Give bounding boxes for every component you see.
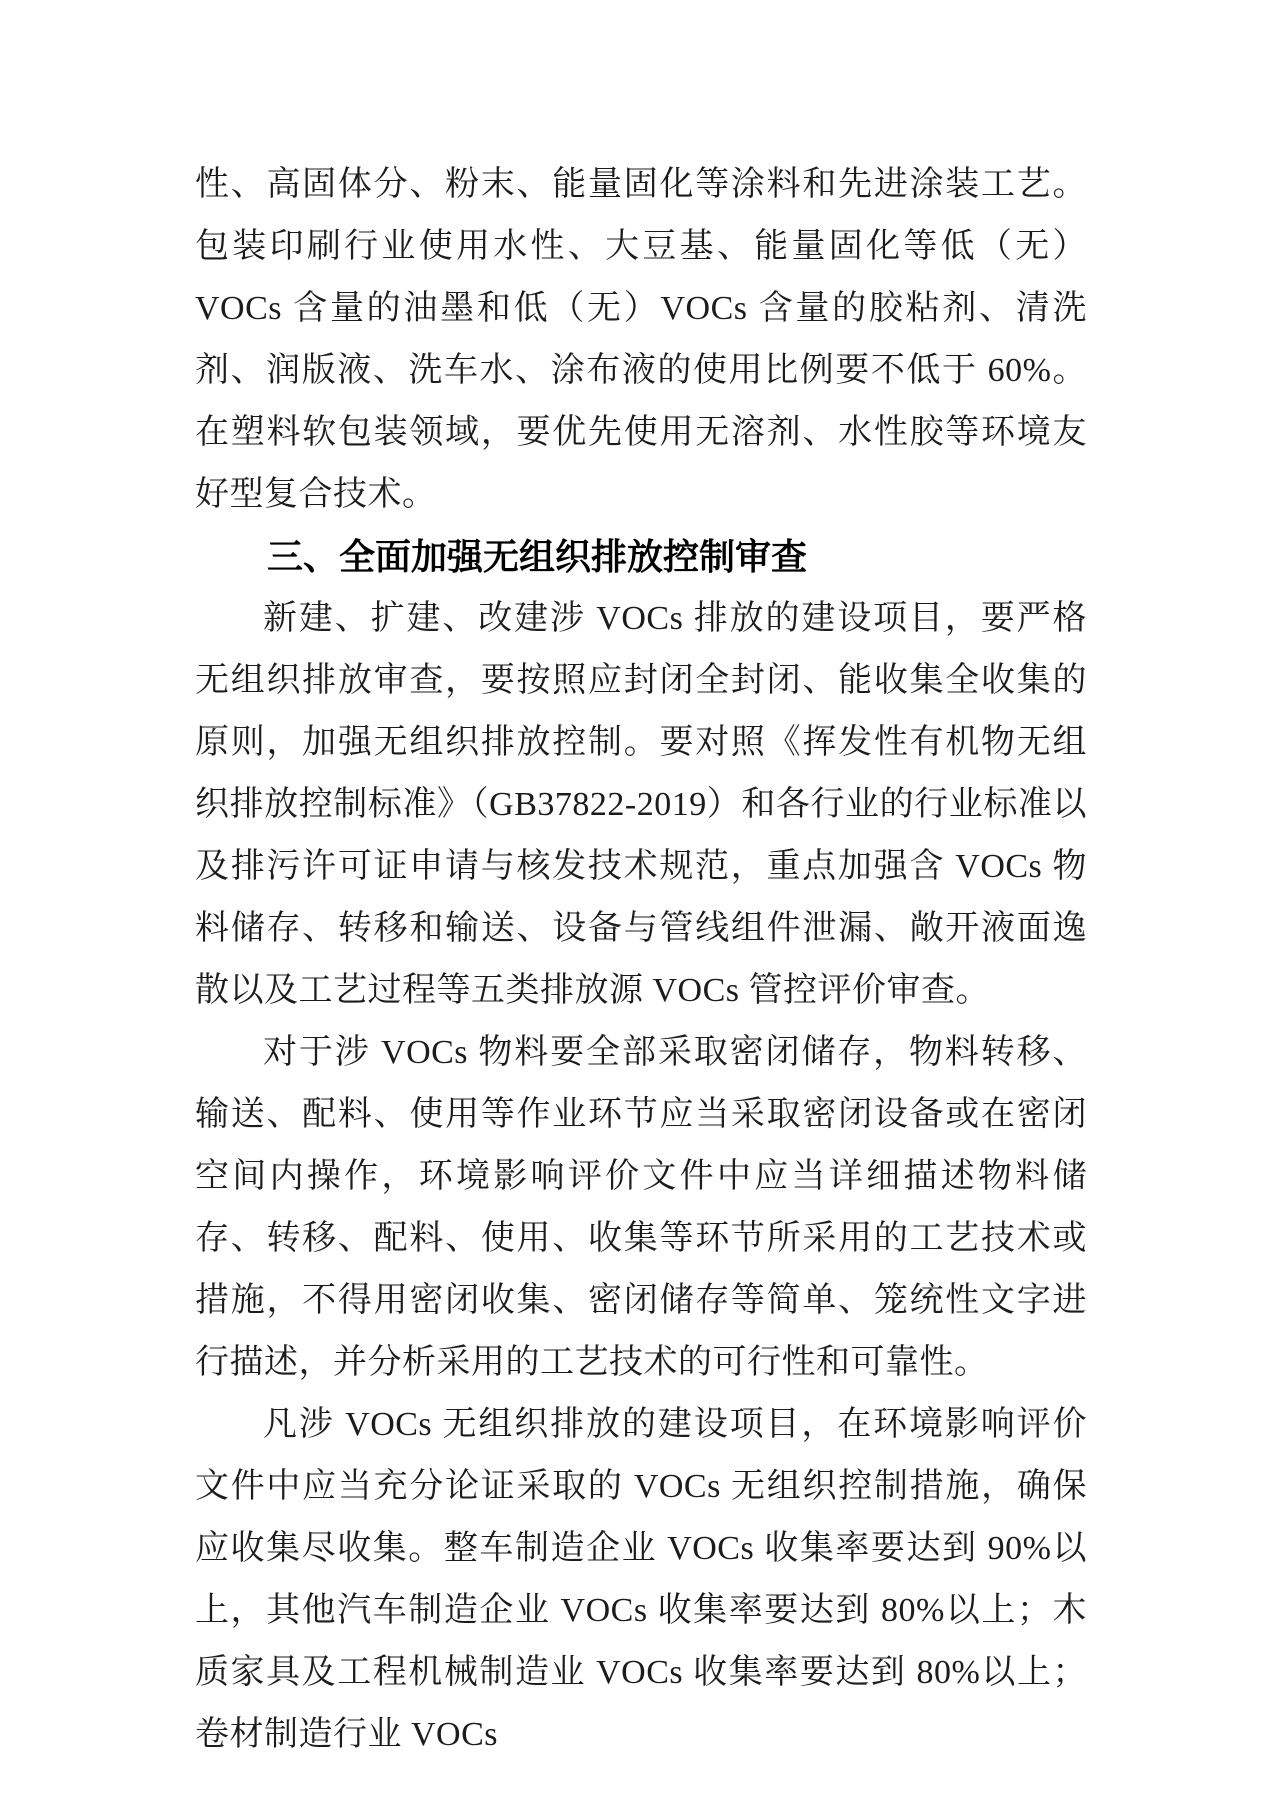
section-heading: 三、全面加强无组织排放控制审查: [267, 536, 808, 577]
paragraph-continuation: 性、高固体分、粉末、能量固化等涂料和先进涂装工艺。包装印刷行业使用水性、大豆基、能量固化等低（无）VOCs 含量的油墨和低（无）VOCs 含量的胶粘剂、清洗剂、润版液、洗车水、涂布液的使用比例要不低于 60%。在塑料软包装领域，要优先使用无溶剂、水性胶等环境友好型复合技术。: [195, 166, 1087, 513]
paragraph-3: 凡涉 VOCs 无组织排放的建设项目，在环境影响评价文件中应当充分论证采取的 VOCs 无组织控制措施，确保应收集尽收集。整车制造企业 VOCs 收集率要达到 90%以上，其他汽车制造企业 VOCs 收集率要达到 80%以上；木质家具及工程机械制造业 VOCs 收集率要达到 80%以上；卷材制造行业 VOCs: [195, 1406, 1087, 1753]
paragraph-1: 新建、扩建、改建涉 VOCs 排放的建设项目，要严格无组织排放审查，要按照应封闭全封闭、能收集全收集的原则，加强无组织排放控制。要对照《挥发性有机物无组织排放控制标准》（GB37822-2019）和各行业的行业标准以及排污许可证申请与核发技术规范，重点加强含 VOCs 物料储存、转移和输送、设备与管线组件泄漏、敞开液面逸散以及工艺过程等五类排放源 VOCs 管控评价审查。: [195, 600, 1087, 1009]
paragraph-2: 对于涉 VOCs 物料要全部采取密闭储存，物料转移、输送、配料、使用等作业环节应当采取密闭设备或在密闭空间内操作，环境影响评价文件中应当详细描述物料储存、转移、配料、使用、收集等环节所采用的工艺技术或措施，不得用密闭收集、密闭储存等简单、笼统性文字进行描述，并分析采用的工艺技术的可行性和可靠性。: [195, 1034, 1087, 1381]
